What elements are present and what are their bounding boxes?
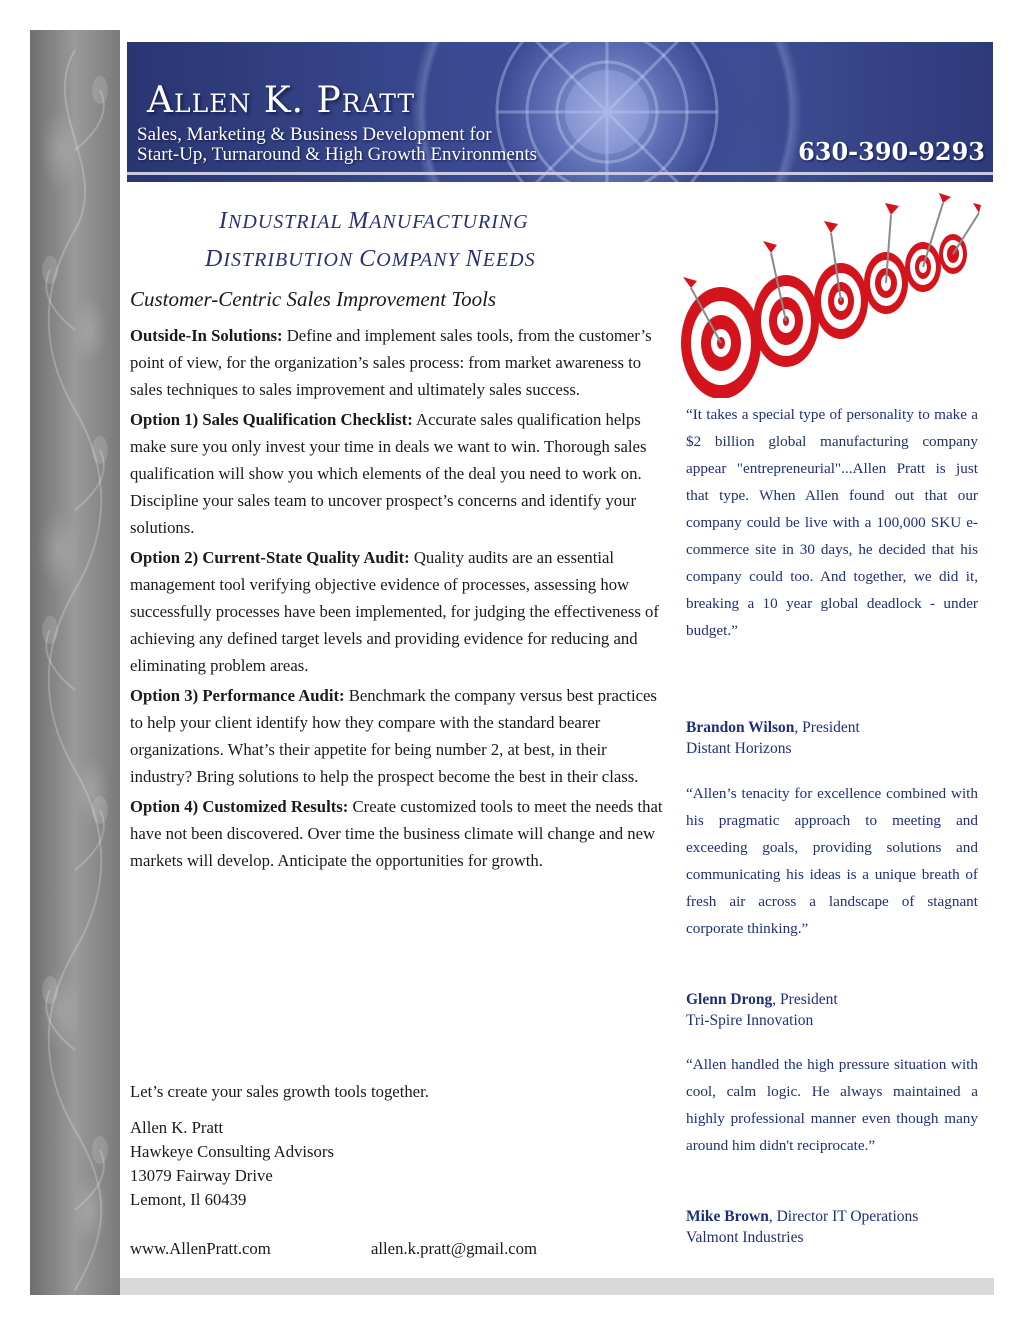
contact-city: Lemont, Il 60439 — [130, 1190, 247, 1209]
banner-phone: 630-390-9293 — [798, 137, 985, 166]
closing-line: Let’s create your sales growth tools together. — [130, 1082, 429, 1101]
testimonial-attribution-2 — [686, 989, 978, 1031]
section-body: Quality audits are an essential management tool verifying objective evidence of processes, assessing how successfully processes have been implemented, for judging the effectiveness of achieving any defined target levels and providing evidence for reducing and eliminating problem areas. — [130, 548, 659, 675]
contact-email[interactable]: allen.k.pratt@gmail.com — [371, 1239, 537, 1258]
testimonial-role: , President — [772, 991, 838, 1008]
page-subtitle: Customer-Centric Sales Improvement Tools — [130, 287, 497, 311]
title-line-2: DISTRIBUTION COMPANY NEEDS — [205, 246, 536, 272]
testimonial-org: Tri-Spire Innovation — [686, 1012, 814, 1029]
section-option-1 — [130, 406, 670, 541]
targets-arrows-graphic — [681, 193, 981, 398]
section-heading: Option 1) Sales Qualification Checklist: — [130, 410, 413, 429]
testimonial-attribution-3 — [686, 1206, 978, 1248]
testimonial-org: Valmont Industries — [686, 1229, 804, 1246]
section-option-4 — [130, 793, 670, 874]
banner-tagline-2: Start-Up, Turnaround & High Growth Environments — [137, 144, 538, 165]
testimonial-quote-2: “Allen’s tenacity for excellence combined with his pragmatic approach to meeting and exceeding goals, providing solutions and communicating his ideas is a unique breath of fresh air across a landscape of stagnant corporate thinking.” — [686, 785, 978, 937]
testimonial-name: Mike Brown — [686, 1208, 769, 1225]
contact-company: Hawkeye Consulting Advisors — [130, 1142, 334, 1161]
main-column — [130, 322, 670, 874]
section-heading: Option 2) Current-State Quality Audit: — [130, 548, 410, 567]
testimonial-org: Distant Horizons — [686, 740, 792, 757]
section-heading: Option 4) Customized Results: — [130, 797, 349, 816]
testimonial-name: Glenn Drong — [686, 991, 773, 1008]
title-line-1: INDUSTRIAL MANUFACTURING — [219, 208, 529, 234]
banner-divider-line — [127, 172, 993, 175]
section-heading: Option 3) Performance Audit: — [130, 686, 345, 705]
testimonial-attribution-1 — [686, 717, 978, 759]
testimonial-role: , President — [794, 719, 860, 736]
contact-street: 13079 Fairway Drive — [130, 1166, 273, 1185]
section-heading: Outside-In Solutions: — [130, 326, 283, 345]
floral-swirl-decoration — [30, 30, 120, 1295]
contact-website[interactable]: www.AllenPratt.com — [130, 1239, 271, 1258]
testimonial-quote-3: “Allen handled the high pressure situation with cool, calm logic. He always maintained a highly professional manner even though many around him didn't reciprocate.” — [686, 1056, 978, 1154]
banner-name: Allen K. Pratt — [147, 80, 416, 121]
section-option-3 — [130, 682, 670, 790]
banner-tagline-1: Sales, Marketing & Business Development for — [137, 124, 492, 145]
section-body: Create customized tools to meet the needs that have not been discovered. Over time the business climate will change and new markets will develop. Anticipate the opportunities for growth. — [130, 797, 663, 870]
targets-arrows-image — [681, 193, 981, 398]
testimonial-name: Brandon Wilson — [686, 719, 795, 736]
testimonial-quote-1: “It takes a special type of personality to make a $2 billion global manufacturing company appear "entrepreneurial"...Allen Pratt is just that type. When Allen found out that our company could be live with a 100,000 SKU e-commerce site in 30 days, he decided that his company could too. And together, we did it, breaking a 10 year global deadlock - under budget.” — [686, 406, 978, 639]
section-body: Define and implement sales tools, from the customer’s point of view, for the organization’s sales process: from market awareness to sales techniques to sales improvement and ultimately sales success. — [130, 326, 652, 399]
sheet-bottom-band — [120, 1278, 994, 1295]
section-body: Accurate sales qualification helps make sure you only invest your time in deals we want to win. Thorough sales qualification will show you which elements of the deal you need to work on. Discipline your sales team to uncover prospect’s concerns and identify your solutions. — [130, 410, 647, 537]
header-banner — [127, 42, 993, 182]
section-option-2 — [130, 544, 670, 679]
contact-name: Allen K. Pratt — [130, 1118, 224, 1137]
section-body: Benchmark the company versus best practices to help your client identify how they compare with the standard bearer organizations. What’s their appetite for being number 2, at best, in their industry? Bring solutions to help the prospect become the best in their class. — [130, 686, 657, 786]
section-outside-in — [130, 322, 670, 403]
testimonial-role: , Director IT Operations — [768, 1208, 919, 1225]
